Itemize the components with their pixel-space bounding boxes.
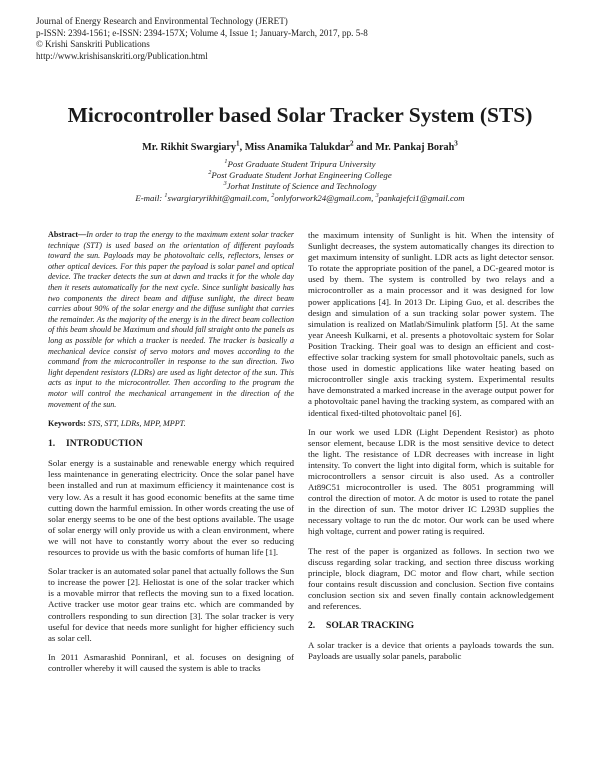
abstract [48,230,294,410]
email-sup: 1 [164,192,168,199]
email-line [0,193,600,204]
affiliation-sup: 2 [208,170,212,177]
body-paragraph: In our work we used LDR (Light Dependent Resistor) as photo sensor element, because LDR is the most sensitive device to detect the light. The resistance of LDR decreases with increase in light intensity. To convert the light into digital form, which is suitable for microcontrollers a sensor circuit is also used. As a controller At89C51 microcontroller is used. The 8051 programming will control the direction of motor. A dc motor is used to rotate the panel in the direction of sun. The motor driver IC L293D supplies the necessary voltage to run the dc motor. Our work can be used where high voltage, current and power rating is required. [308,426,554,537]
author-sup: 3 [454,139,458,148]
body-paragraph: The rest of the paper is organized as follows. In section two we discuss regarding solar tracking, and section three discuss working principle, block diagram, DC motor and flow chart, while section four contains result discussion and conclusion. Section five contains conclusion section six and seven finally contain acknowledgement and references. [308,545,554,611]
affiliation-sup: 1 [224,159,228,166]
author-sup: 2 [350,139,354,148]
email-address[interactable]: pankajefci1@gmail.com [378,192,465,203]
journal-header [36,16,566,62]
author-list [0,139,600,153]
body-paragraph: In 2011 Asmarashid Ponniranl, et al. focuses on designing of controller whereby it will caused the system is able to tracks [48,651,294,673]
right-column [308,230,554,670]
section-number: 1. [48,438,56,450]
affiliations [0,159,600,204]
journal-publisher: © Krishi Sanskriti Publications [36,39,150,50]
body-paragraph: A solar tracker is a device that orients a payloads towards the sun. Payloads are usually solar panels, parabolic [308,640,554,662]
section-heading-introduction [48,438,294,449]
body-paragraph: Solar energy is a sustainable and renewable energy which required less maintenance in generating electricity. Once the solar panel have been installed and run at maximum efficiency it maintenance cost is very low. As a result it has good economic benefits at the same time cutting down the harmful emission. In other words creating the use of solar energy seems to be one of the best options available. The usage of solar energy will only provide us with a clean environment, where we will not have to constantly worry about the ever so reducing resources to provide us with the basic comforts of human life [1]. [48,458,294,558]
author-separator: and [353,142,376,153]
paper-title: Microcontroller based Solar Tracker System (STS) [67,103,533,127]
body-paragraph: the maximum intensity of Sunlight is hit. When the intensity of Sunlight decreases, the system automatically changes its direction to get maximum intensity of sunlight. LDR acts as light detector sensor. To rotate the appropriate position of the panel, a DC-geared motor is used by them. The system is controlled by two relays and a microcontroller as a main processor and it was designed for low power applications [4]. In 2013 Dr. Liping Guo, et al. describes the design and simulation of a sun tracking solar power system. The simulation is realized on Matlab/Simulink platform [5]. At the same year Aneesh Kulkarni, et al. presents a photovoltaic system for Solar Position Tracking. Their goal was to design an efficient and cost-effective solar tracking system for small photovoltaic panels, such as those used in domestic applications like water heating based on microcontroller single axis tracking system. Experimental results have demonstrated a marked increase in the average output power for a photovoltaic panel having the tracking system, as compared with an identical fixed-tilted photovoltaic panel [6]. [308,230,554,418]
abstract-text: In order to trap the energy to the maximum extent solar tracker technique (STT) is used based on the orientation of different payloads toward the sun. Payloads may be photovoltaic cells, reflectors, lenses or other optical devices. For this paper the payload is solar panel and optical device. The tracker detects the sun at dawn and tracks it for the whole day then it resets automatically for the next cycle. Since sunlight basically has two components the direct beam and diffuse sunlight, the direct beam carries about 90% of the solar energy and the diffuse sunlight that carries the remainder. As the majority of the energy is in the direct beam collection of this beam should be Maximum and should fall straight onto the panels as long as possible for which a tracker is needed. The tracker is basically a mechanical device consist of servo motors and moves according to the command from the microcontroller in response to the sun direction. Two light dependent resistors (LDRs) are used as light detector of the sun. This acts as input to the microcontroller. Then according to the program the motor will control the mechanical arrangement in the direction of the movement of the sun. [48,230,294,409]
affiliation-text: Post Graduate Student Tripura University [227,159,376,169]
affiliation-line [0,159,600,170]
email-sup: 3 [375,192,379,199]
author-name: Mr. Pankaj Borah [375,142,455,153]
journal-issn-volume: p-ISSN: 2394-1561; e-ISSN: 2394-157X; Volume 4, Issue 1; January-March, 2017, pp. 5-8 [36,27,368,38]
left-column [48,230,294,682]
keywords-text: STS, STT, LDRs, MPP, MPPT. [85,419,186,429]
email-address[interactable]: onlyforwork24@gmail.com, [274,192,376,203]
keywords-label: Keywords: [48,419,86,429]
email-address[interactable]: swargiaryrikhit@gmail.com, [167,192,272,203]
body-paragraph: Solar tracker is an automated solar panel that actually follows the Sun to increase the power [2]. Heliostat is one of the solar tracker which is a movable mirror that reflects the moving sun to a fixed location. Active tracker use motor gear trains etc. which are commanded by controllers responding to sun direction [3]. The solar tracker is very useful for device that needs more sunlight for higher efficiency such as solar cell. [48,566,294,643]
section-title: INTRODUCTION [66,438,143,450]
section-heading-solar-tracking [308,620,554,631]
email-sup: 2 [271,192,275,199]
author-name: Miss Anamika Talukdar [244,142,350,153]
affiliation-sup: 3 [223,181,227,188]
affiliation-line [0,181,600,192]
affiliation-text: Jorhat Institute of Science and Technology [226,181,377,192]
author-name: Mr. Rikhit Swargiary [142,142,237,153]
section-number: 2. [308,620,316,632]
affiliation-line [0,170,600,181]
journal-url[interactable]: http://www.krishisanskriti.org/Publication.html [36,50,208,61]
keywords [48,418,294,429]
author-separator: , [239,142,245,153]
affiliation-text: Post Graduate Student Jorhat Engineering College [211,170,392,181]
section-title: SOLAR TRACKING [326,620,415,632]
email-label: E-mail: [135,192,165,203]
abstract-label: Abstract— [48,230,87,239]
author-sup: 1 [236,139,240,148]
journal-name: Journal of Energy Research and Environmental Technology (JERET) [36,16,288,26]
